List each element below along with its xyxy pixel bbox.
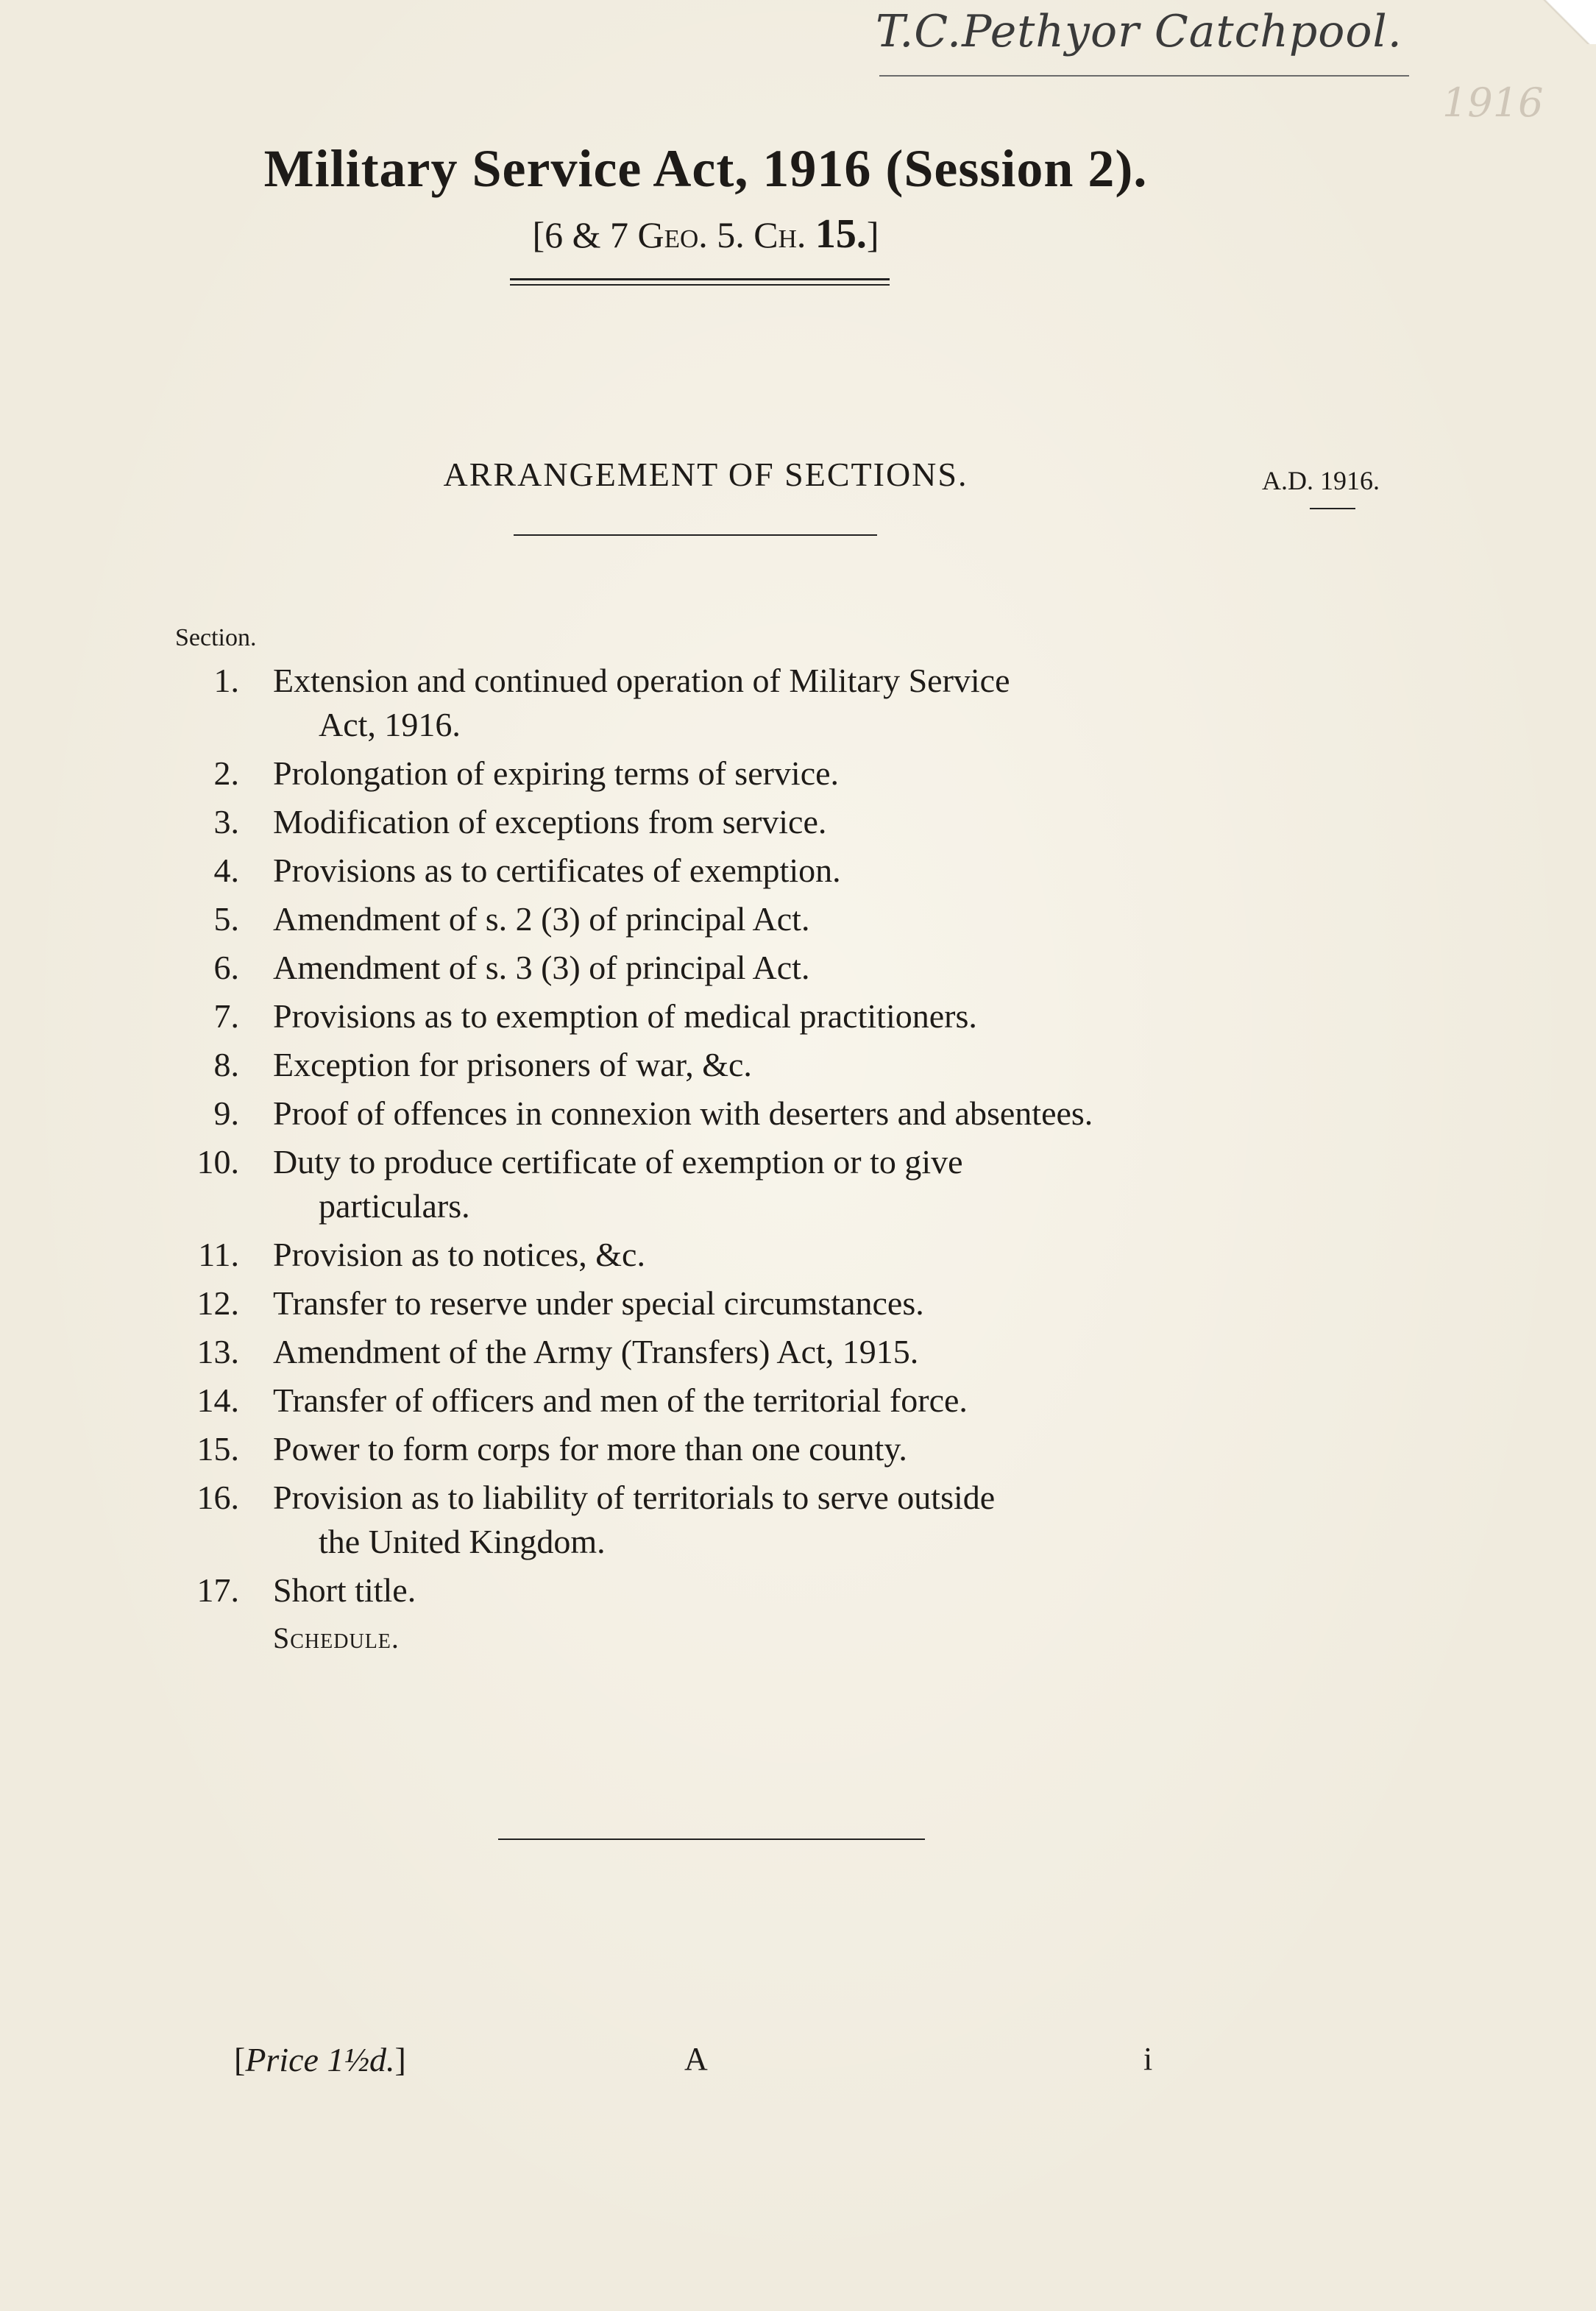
section-number: 16. (196, 1479, 239, 1516)
section-title-continuation: particulars. (319, 1187, 470, 1225)
section-title (273, 1330, 1233, 1374)
schedule-label: Schedule. (273, 1621, 400, 1654)
section-title-line: Short title. (273, 1571, 416, 1609)
section-number: 6. (213, 949, 239, 986)
section-title-line: Amendment of s. 3 (3) of principal Act. (273, 949, 810, 986)
section-entry (173, 946, 1233, 990)
section-title (273, 849, 1233, 893)
section-title-line: Amendment of the Army (Transfers) Act, 1915. (273, 1333, 919, 1370)
sections-list (173, 659, 1233, 1660)
section-title-line: Prolongation of expiring terms of service. (273, 754, 840, 792)
section-number: 4. (213, 852, 239, 889)
section-title-line: Exception for prisoners of war, &c. (273, 1046, 752, 1083)
section-title (273, 1476, 1233, 1564)
section-column-label: Section. (175, 624, 257, 651)
section-title-line: Provision as to liability of territorials to serve outside (273, 1479, 996, 1516)
section-entry (173, 849, 1233, 893)
section-title (273, 1427, 1233, 1471)
section-number: 10. (196, 1143, 239, 1181)
section-title-line: Modification of exceptions from service. (273, 803, 827, 840)
title-rule-lower (510, 284, 890, 286)
section-entry (173, 1091, 1233, 1136)
section-title (273, 946, 1233, 990)
section-title (273, 1043, 1233, 1087)
section-title (273, 1233, 1233, 1277)
section-title-line: Provisions as to certificates of exemption. (273, 852, 841, 889)
section-number: 14. (196, 1381, 239, 1419)
section-number: 15. (196, 1430, 239, 1468)
section-entry (173, 1043, 1233, 1087)
signature-mark: A (684, 2041, 708, 2077)
section-entry (173, 897, 1233, 941)
section-number: 11. (198, 1236, 239, 1273)
section-number: 5. (213, 900, 239, 938)
arrangement-heading: ARRANGEMENT OF SECTIONS. (443, 456, 968, 493)
section-title (273, 1281, 1233, 1326)
pencil-year-note: 1916 (1442, 79, 1544, 126)
section-title-line: Amendment of s. 2 (3) of principal Act. (273, 900, 810, 938)
section-entry (173, 1568, 1233, 1613)
section-entry (173, 800, 1233, 844)
act-citation: [6 & 7 Geo. 5. Ch. 15.] (532, 211, 879, 257)
section-title (273, 659, 1233, 747)
section-entry (173, 659, 1233, 747)
section-number: 1. (213, 662, 239, 699)
margin-year: A.D. 1916. (1262, 466, 1380, 495)
section-title (273, 994, 1233, 1038)
section-title (273, 1091, 1233, 1136)
section-title (273, 1140, 1233, 1228)
section-title-continuation: the United Kingdom. (319, 1523, 606, 1560)
section-title-line: Provisions as to exemption of medical practitioners. (273, 997, 977, 1035)
section-number: 8. (213, 1046, 239, 1083)
closing-rule (498, 1838, 925, 1840)
handwritten-underline (879, 75, 1409, 77)
margin-year-rule (1310, 508, 1355, 509)
page-number: i (1143, 2041, 1153, 2077)
section-title-line: Power to form corps for more than one county. (273, 1430, 907, 1468)
section-number: 17. (196, 1571, 239, 1609)
heading-rule (514, 534, 877, 536)
section-entry (173, 1140, 1233, 1228)
title-rule-upper (510, 278, 890, 280)
section-title-line: Transfer to reserve under special circumstances. (273, 1284, 924, 1322)
section-entry (173, 1233, 1233, 1277)
section-title-line: Extension and continued operation of Military Service (273, 662, 1010, 699)
section-entry (173, 1330, 1233, 1374)
section-title (273, 1379, 1233, 1423)
section-entry (173, 1427, 1233, 1471)
section-entry (173, 1379, 1233, 1423)
section-title-line: Duty to produce certificate of exemption or to give (273, 1143, 963, 1181)
section-entry (173, 1476, 1233, 1564)
section-title (273, 1568, 1233, 1613)
section-number: 12. (196, 1284, 239, 1322)
section-title-line: Proof of offences in connexion with deserters and absentees. (273, 1094, 1093, 1132)
section-title-line: Provision as to notices, &c. (273, 1236, 645, 1273)
section-number: 3. (213, 803, 239, 840)
section-entry (173, 1281, 1233, 1326)
section-entry (173, 994, 1233, 1038)
section-title-line: Transfer of officers and men of the territorial force. (273, 1381, 968, 1419)
section-entry (173, 751, 1233, 796)
section-title (273, 800, 1233, 844)
section-number: 13. (196, 1333, 239, 1370)
section-number: 7. (213, 997, 239, 1035)
section-number: 9. (213, 1094, 239, 1132)
price-label: [Price 1½d.] (234, 2041, 406, 2078)
section-title (273, 897, 1233, 941)
section-number: 2. (213, 754, 239, 792)
act-title: Military Service Act, 1916 (Session 2). (263, 139, 1148, 198)
section-title-continuation: Act, 1916. (319, 706, 461, 743)
handwritten-annotation: T.C.Pethyor Catchpool. (876, 6, 1402, 57)
page-corner-fold (1537, 0, 1596, 44)
section-title (273, 751, 1233, 796)
